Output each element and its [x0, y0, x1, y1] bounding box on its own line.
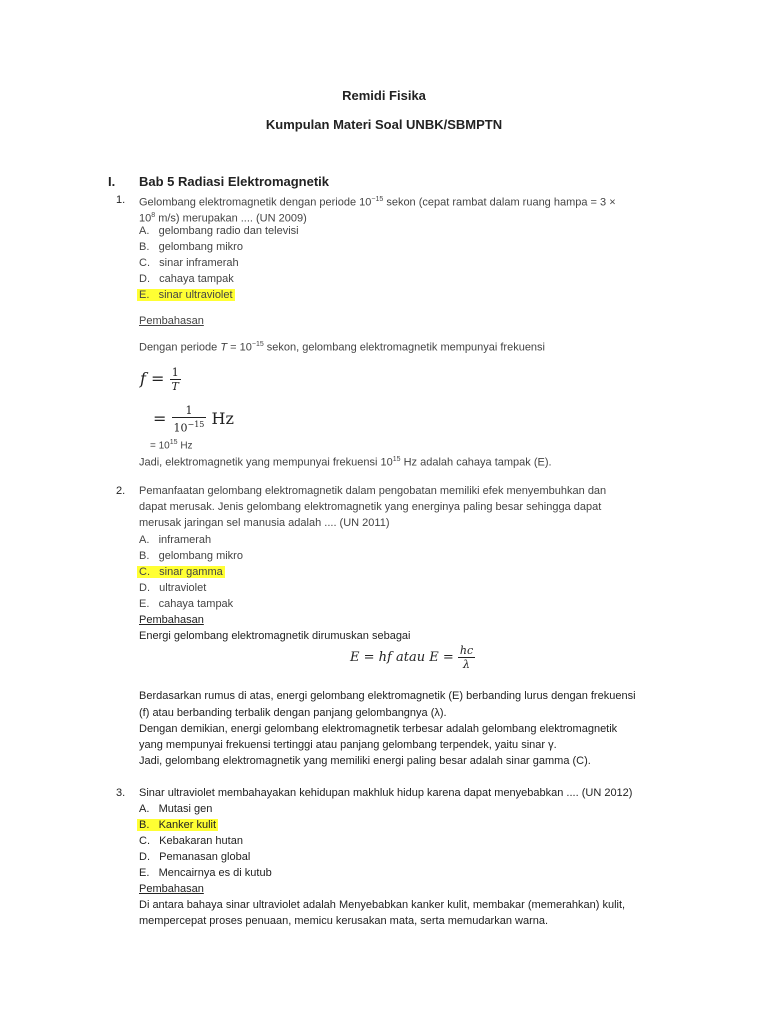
document-title: Remidi Fisika	[342, 88, 426, 103]
q3-stem: Sinar ultraviolet membahayakan kehidupan makhluk hidup karena dapat menyebabkan .... (UN 2012)	[139, 787, 633, 799]
q2-option-e: E. cahaya tampak	[139, 598, 234, 610]
q1-number: 1.	[116, 194, 126, 206]
q1-option-e-answer: E. sinar ultraviolet	[139, 289, 233, 301]
q1-pembahasan-heading: Pembahasan	[139, 315, 204, 327]
q2-stem-line2: dapat merusak. Jenis gelombang elektromagnetik yang energinya paling besar sehingga dapat	[139, 501, 602, 513]
q2-body-line4: yang mempunyai frekuensi tertinggi atau panjang gelombang terpendek, yaitu sinar γ.	[139, 739, 557, 751]
q3-option-a: A. Mutasi gen	[139, 803, 213, 815]
q1-equation-3: = $10^{15}$ Hz	[150, 439, 193, 452]
section-numeral: I.	[108, 174, 116, 189]
q3-option-d: D. Pemanasan global	[139, 851, 251, 863]
q2-stem-line1: Pemanfaatan gelombang elektromagnetik dalam pengobatan memiliki efek menyembuhkan dan	[139, 485, 607, 497]
q2-intro: Energi gelombang elektromagnetik dirumuskan sebagai	[139, 630, 411, 642]
q1-equation-2: = $\frac{1}{10^{-15}}$ Hz	[153, 404, 234, 435]
q2-body-line3: Dengan demikian, energi gelombang elektromagnetik terbesar adalah gelombang elektromagnetik	[139, 723, 618, 735]
q2-body-line5: Jadi, gelombang elektromagnetik yang memiliki energi paling besar adalah sinar gamma (C).	[139, 755, 591, 767]
q3-pembahasan-heading: Pembahasan	[139, 883, 204, 895]
q1-conclusion: Jadi, elektromagnetik yang mempunyai frekuensi $10^{15}$ Hz adalah cahaya tampak (E).	[139, 456, 552, 469]
q2-pembahasan-heading: Pembahasan	[139, 614, 204, 626]
q2-option-a: A. inframerah	[139, 534, 212, 546]
q2-option-d: D. ultraviolet	[139, 582, 207, 594]
q1-equation-1: f = $\frac{1}{T}$	[140, 366, 179, 393]
section-title: Bab 5 Radiasi Elektromagnetik	[139, 174, 330, 189]
q2-body-line2: (f) atau berbanding terbalik dengan panjang gelombangnya (λ).	[139, 707, 447, 719]
q2-option-b: B. gelombang mikro	[139, 550, 243, 562]
q1-option-a: A. gelombang radio dan televisi	[139, 225, 299, 237]
q3-option-e: E. Mencairnya es di kutub	[139, 867, 272, 879]
q3-option-b-answer: B. Kanker kulit	[139, 819, 217, 831]
q3-number: 3.	[116, 787, 126, 799]
q1-option-c: C. sinar inframerah	[139, 257, 239, 269]
q1-option-b: B. gelombang mikro	[139, 241, 243, 253]
q3-body-line1: Di antara bahaya sinar ultraviolet adalah Menyebabkan kanker kulit, membakar (memerahkan) kulit,	[139, 899, 626, 911]
document-subtitle: Kumpulan Materi Soal UNBK/SBMPTN	[265, 117, 503, 132]
q2-stem-line3: merusak jaringan sel manusia adalah .... (UN 2011)	[139, 517, 390, 529]
q3-body-line2: mempercepat proses penuaan, memicu kerusakan mata, serta memudarkan warna.	[139, 915, 549, 927]
q2-body-line1: Berdasarkan rumus di atas, energi gelombang elektromagnetik (E) berbanding lurus dengan frekuensi	[139, 690, 636, 702]
q1-stem-line2: $10^8$ m/s) merupakan .... (UN 2009)	[139, 212, 307, 225]
q2-option-c-answer: C. sinar gamma	[139, 566, 223, 578]
q1-explanation: Dengan periode $T = 10^{-15}$ sekon, gelombang elektromagnetik mempunyai frekuensi	[139, 341, 545, 354]
q1-stem-line1: Gelombang elektromagnetik dengan periode $10^{-15}$ sekon (cepat rambat dalam ruang hampa = 3 ×	[139, 196, 616, 209]
q3-option-c: C. Kebakaran hutan	[139, 835, 243, 847]
q2-number: 2.	[116, 485, 126, 497]
q1-option-d: D. cahaya tampak	[139, 273, 234, 285]
q2-formula: E = hf atau E = $\frac{hc}{\lambda}$	[350, 644, 474, 671]
